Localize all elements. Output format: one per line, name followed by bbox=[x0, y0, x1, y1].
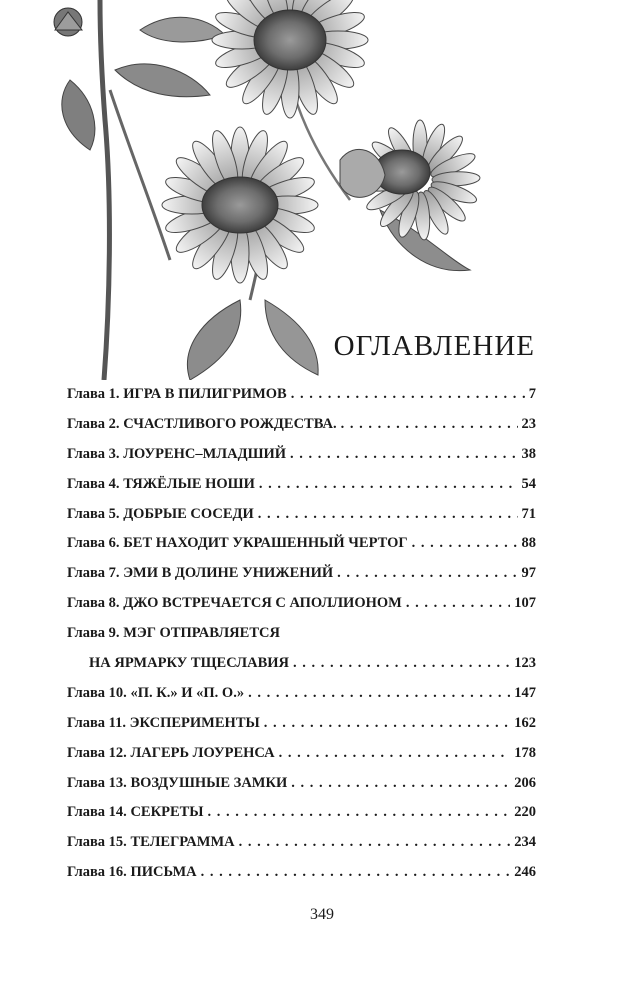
chapter-page: 220 bbox=[514, 804, 536, 821]
chapter-label: Глава 7. bbox=[67, 565, 120, 582]
page-number: 349 bbox=[310, 906, 334, 923]
chapter-title-continued: НА ЯРМАРКУ ТЩЕСЛАВИЯ bbox=[89, 655, 290, 672]
leader-dots bbox=[259, 470, 518, 500]
chapter-page: 123 bbox=[514, 655, 536, 672]
chapter-page: 88 bbox=[521, 535, 536, 552]
toc-entry bbox=[67, 798, 536, 828]
leader-dots bbox=[341, 410, 518, 440]
chapter-title: ПИСЬМА bbox=[130, 864, 197, 881]
chapter-page: 54 bbox=[521, 475, 536, 492]
chapter-title: ТЕЛЕГРАММА bbox=[130, 834, 235, 851]
chapter-page: 147 bbox=[514, 684, 536, 701]
toc-entry bbox=[67, 589, 536, 619]
chapter-title: ЭКСПЕРИМЕНТЫ bbox=[129, 714, 260, 731]
leader-dots bbox=[201, 858, 511, 888]
leader-dots bbox=[406, 589, 510, 619]
toc-entry bbox=[67, 380, 536, 410]
toc-entry bbox=[67, 559, 536, 589]
leader-dots bbox=[239, 828, 511, 858]
chapter-page: 71 bbox=[521, 505, 536, 522]
chapter-label: Глава 16. bbox=[67, 864, 127, 881]
chapter-label: Глава 6. bbox=[67, 535, 120, 552]
leader-dots bbox=[337, 559, 517, 589]
toc-entry bbox=[67, 470, 536, 500]
toc-entry bbox=[67, 709, 536, 739]
chapter-label: Глава 2. bbox=[67, 415, 120, 432]
chapter-title: СЧАСТЛИВОГО РОЖДЕСТВА. bbox=[123, 415, 337, 432]
chapter-label: Глава 5. bbox=[67, 505, 120, 522]
chapter-title: ИГРА В ПИЛИГРИМОВ bbox=[123, 386, 287, 402]
chapter-title: ЛАГЕРЬ ЛОУРЕНСА bbox=[130, 744, 275, 761]
toc-entry bbox=[67, 739, 536, 769]
toc-entry bbox=[67, 529, 536, 559]
chapter-page: 38 bbox=[521, 445, 536, 462]
chapter-page: 246 bbox=[514, 864, 536, 881]
chapter-label: Глава 3. bbox=[67, 445, 120, 462]
toc-entry bbox=[67, 410, 536, 440]
toc-entry bbox=[67, 769, 536, 799]
leader-dots bbox=[264, 709, 511, 739]
sunflower-engraving-icon bbox=[0, 0, 644, 380]
chapter-page: 97 bbox=[521, 565, 536, 582]
chapter-label: Глава 11. bbox=[67, 714, 127, 731]
leader-dots bbox=[248, 679, 510, 709]
leader-dots bbox=[291, 769, 510, 799]
chapter-label: Глава 1. bbox=[67, 386, 120, 402]
chapter-label: Глава 15. bbox=[67, 834, 127, 851]
chapter-page: 234 bbox=[514, 834, 536, 851]
leader-dots bbox=[279, 739, 511, 769]
toc-entry bbox=[67, 679, 536, 709]
chapter-page: 178 bbox=[514, 744, 536, 761]
leader-dots bbox=[412, 529, 518, 559]
chapter-label: Глава 10. bbox=[67, 684, 127, 701]
chapter-page: 206 bbox=[514, 774, 536, 791]
chapter-label: Глава 8. bbox=[67, 595, 120, 612]
chapter-page: 23 bbox=[521, 415, 536, 432]
chapter-title: ТЯЖЁЛЫЕ НОШИ bbox=[123, 475, 255, 492]
chapter-label: Глава 14. bbox=[67, 804, 127, 821]
chapter-title: ЭМИ В ДОЛИНЕ УНИЖЕНИЙ bbox=[123, 565, 334, 582]
chapter-label: Глава 12. bbox=[67, 744, 127, 761]
chapter-title: БЕТ НАХОДИТ УКРАШЕННЫЙ ЧЕРТОГ bbox=[123, 535, 408, 552]
chapter-title: ЛОУРЕНС–МЛАДШИЙ bbox=[123, 445, 287, 462]
chapter-label: Глава 4. bbox=[67, 475, 120, 492]
chapter-title: ДЖО ВСТРЕЧАЕТСЯ С АПОЛЛИОНОМ bbox=[123, 595, 402, 612]
chapter-page: 162 bbox=[514, 714, 536, 731]
chapter-title: ДОБРЫЕ СОСЕДИ bbox=[123, 505, 254, 522]
chapter-title: МЭГ ОТПРАВЛЯЕТСЯ bbox=[123, 625, 280, 642]
toc-entry bbox=[67, 828, 536, 858]
chapter-page: 107 bbox=[514, 595, 536, 612]
leader-dots bbox=[293, 649, 510, 679]
toc-entry bbox=[67, 619, 536, 649]
leader-dots bbox=[208, 798, 511, 828]
chapter-label: Глава 9. bbox=[67, 625, 120, 642]
chapter-label: Глава 13. bbox=[67, 774, 127, 791]
leader-dots bbox=[290, 440, 517, 470]
table-of-contents bbox=[67, 380, 536, 888]
chapter-title: «П. К.» И «П. О.» bbox=[130, 684, 245, 701]
toc-entry-continuation bbox=[67, 649, 536, 679]
chapter-title: СЕКРЕТЫ bbox=[130, 804, 204, 821]
chapter-page: 7 bbox=[528, 386, 536, 402]
toc-entry bbox=[67, 858, 536, 888]
leader-dots bbox=[291, 380, 525, 410]
leader-dots bbox=[258, 500, 518, 530]
chapter-title: ВОЗДУШНЫЕ ЗАМКИ bbox=[130, 774, 288, 791]
toc-entry bbox=[67, 440, 536, 470]
toc-heading: ОГЛАВЛЕНИЕ bbox=[333, 330, 535, 362]
toc-entry bbox=[67, 500, 536, 530]
